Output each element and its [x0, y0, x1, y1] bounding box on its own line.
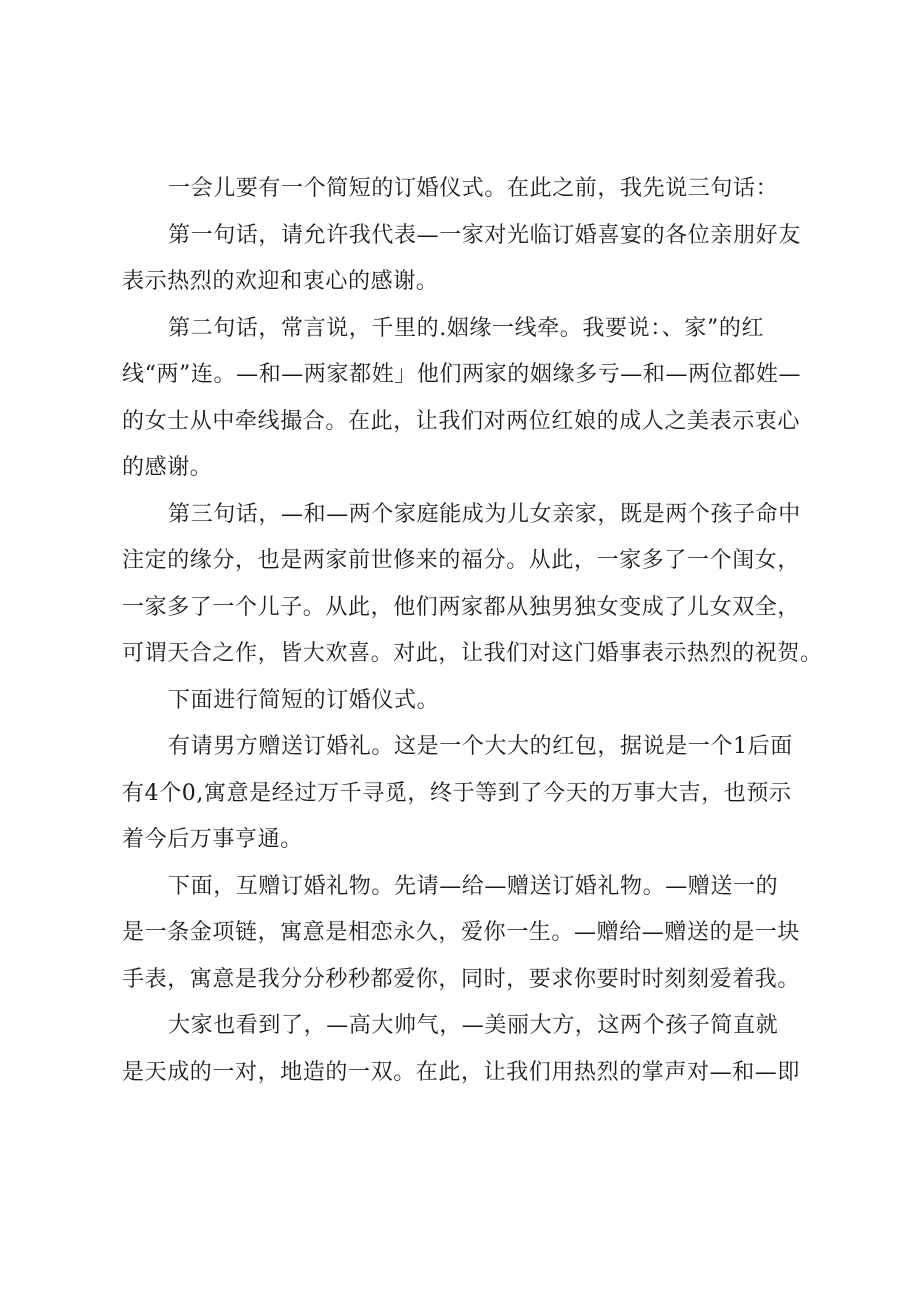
text-line: 着今后万事亨通。 [122, 827, 303, 852]
paragraph-intro [122, 166, 842, 213]
text-line: 有4个0,寓意是经过万千寻觅，终于等到了今天的万事大吉，也预示 [122, 780, 792, 806]
document-body [122, 166, 842, 1096]
text-line: 第三句话，—和—两个家庭能成为儿女亲家，既是两个孩子命中 [168, 501, 801, 527]
text-line: 是一条金项链，寓意是相恋永久，爱你一生。—赠给—赠送的是一块 [122, 920, 801, 945]
text-line: 第二句话，常言说，千里的.姻缘一线牵。我要说：、家”的红 [168, 315, 765, 341]
text-line: 有请男方赠送订婚礼。这是一个大大的红包，据说是一个1后面 [168, 734, 793, 759]
text-line: 的感谢。 [122, 455, 213, 480]
paragraph-second-remark [122, 306, 842, 492]
paragraph-red-envelope [122, 724, 842, 864]
text-line: 表示热烈的欢迎和衷心的感谢。 [122, 269, 439, 294]
text-line: 线“两”连。—和—两家都姓」他们两家的姻缘多亏—和—两位都姓— [122, 362, 802, 387]
paragraph-third-remark [122, 492, 842, 678]
text-line: 注定的缘分，也是两家前世修来的福分。从此，一家多了一个闺女， [122, 548, 801, 573]
paragraph-blessing [122, 1003, 842, 1096]
paragraph-ceremony-start [122, 678, 842, 725]
text-line: 可谓天合之作，皆大欢喜。对此，让我们对这门婚事表示热烈的祝贺。 [122, 641, 823, 666]
paragraph-gift-exchange [122, 864, 842, 1004]
text-line: 手表，寓意是我分分秒秒都爱你，同时，要求你要时时刻刻爱着我。 [122, 966, 801, 992]
text-line: 下面进行简短的订婚仪式。 [168, 687, 440, 713]
text-line: 是天成的一对，地造的一双。在此，让我们用热烈的掌声对—和—即 [122, 1059, 801, 1085]
text-line: 一会儿要有一个简短的订婚仪式。在此之前，我先说三句话： [168, 176, 779, 201]
paragraph-first-remark [122, 213, 842, 306]
text-line: 大家也看到了，—高大帅气，—美丽大方，这两个孩子简直就 [168, 1013, 779, 1038]
text-line: 下面，互赠订婚礼物。先请—给—赠送订婚礼物。—赠送一的 [168, 873, 779, 899]
text-line: 第一句话，请允许我代表—一家对光临订婚喜宴的各位亲朋好友 [168, 222, 801, 248]
text-line: 的女士从中牵线撮合。在此，让我们对两位红娘的成人之美表示衷心 [122, 408, 801, 434]
text-line: 一家多了一个儿子。从此，他们两家都从独男独女变成了儿女双全， [122, 594, 801, 620]
